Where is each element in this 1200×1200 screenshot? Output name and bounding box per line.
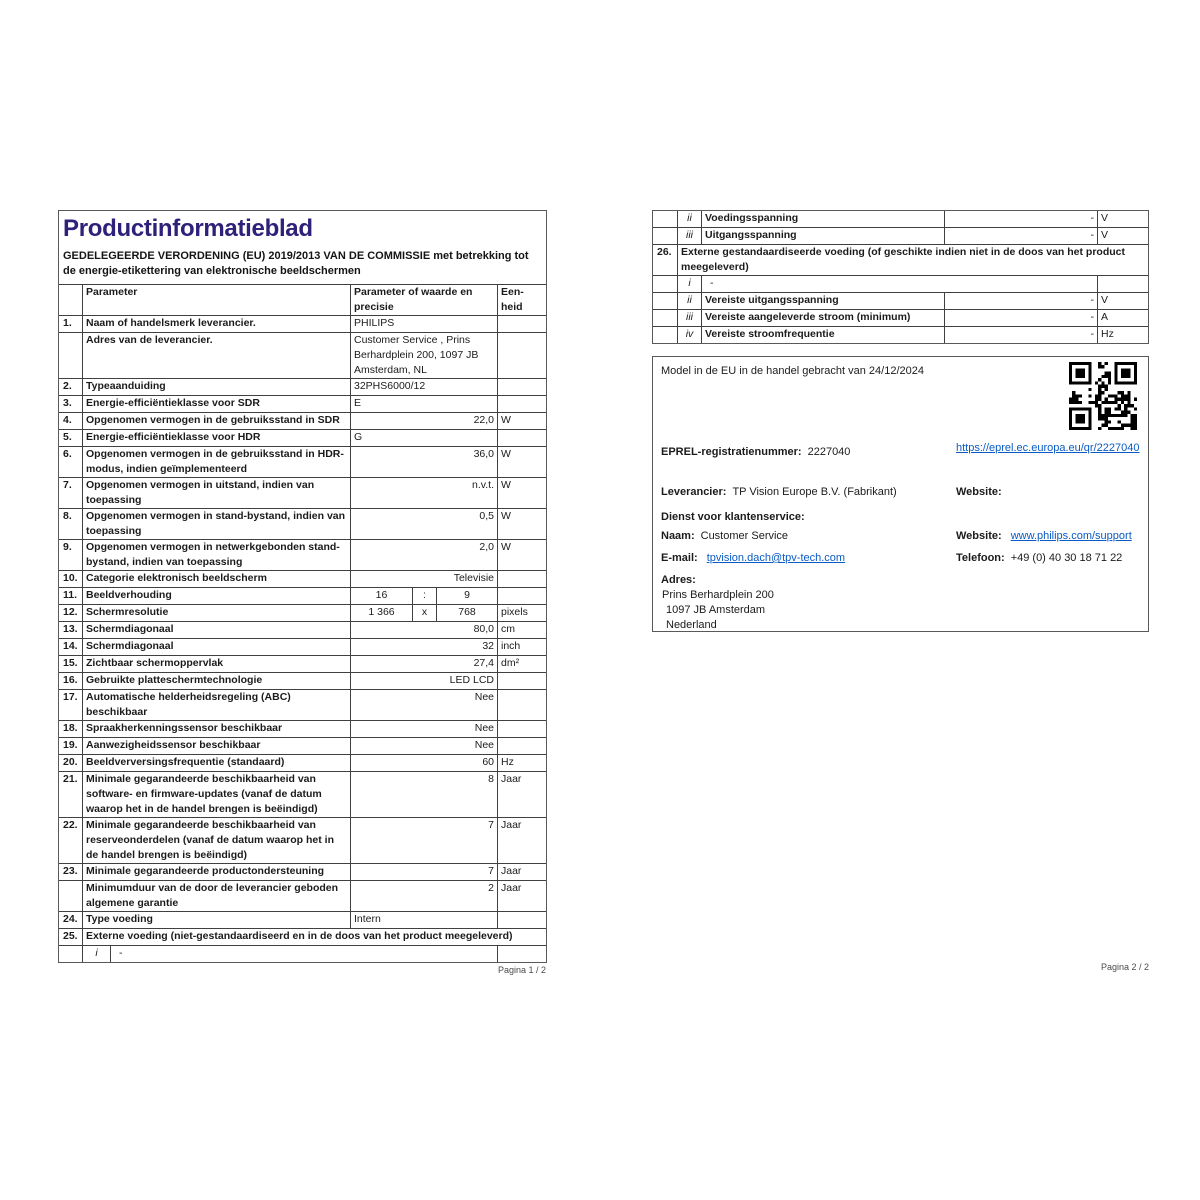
row-number-cell: 1. [59,316,83,332]
table-row [59,656,546,673]
value-cell: Nee [351,690,498,720]
unit-cell: Jaar [501,772,522,785]
unit-cell [498,379,546,395]
row-number-cell: 21. [59,772,83,817]
unit-cell [498,430,546,446]
row-number-cell: 18. [59,721,83,737]
value-cell: - [945,327,1098,343]
separator-cell: x [413,605,437,621]
value-cell: - [945,211,1098,227]
parameter-cell: Typeaanduiding [83,379,351,395]
value-cell: 36,0 [351,447,498,477]
product-table [59,285,546,962]
table-row [59,413,546,430]
unit-cell [1098,276,1148,292]
table-header-row [59,285,546,316]
row-number-cell: 7. [59,478,83,508]
table-row [59,478,546,509]
unit-cell: V [1101,229,1109,241]
parameter-cell: Schermdiagonaal [83,639,351,655]
parameter-cell: Schermresolutie [83,605,351,621]
klantenservice-heading: Dienst voor klantenservice: [661,511,805,523]
value-cell: 22,0 [351,413,498,429]
unit-cell [498,721,546,737]
table-row [59,772,546,818]
page2-footer: Pagina 2 / 2 [1100,962,1149,972]
table-row [59,738,546,755]
parameter-cell: Vereiste stroomfrequentie [702,327,945,343]
adres-line-1: Prins Berhardplein 200 [662,589,774,601]
eprel-label: EPREL-registratienummer: [661,446,802,458]
row-number-cell: 20. [59,755,83,771]
sub-index-cell: i [83,946,111,962]
parameter-cell: Gebruikte platteschermtechnologie [83,673,351,689]
row-number-cell: 2. [59,379,83,395]
table-row [59,673,546,690]
header-unit-cell: Een-heid [501,285,524,313]
eprel-registration-row [661,445,850,460]
value-cell: 7 [351,864,498,880]
unit-cell [498,690,546,720]
row-number-cell: 4. [59,413,83,429]
value-cell: 2,0 [351,540,498,570]
eprel-link[interactable]: https://eprel.ec.europa.eu/qr/2227040 [956,442,1140,454]
unit-cell: Jaar [501,881,522,894]
adres-line-2: 1097 JB Amsterdam [666,604,766,616]
page-title: Productinformatieblad [63,215,313,242]
naam-row [661,529,788,544]
parameter-cell: Uitgangsspanning [702,228,945,244]
value-cell: - [945,293,1098,309]
parameter-span-cell: Externe voeding (niet-gestandaardiseerd en in de doos van het product meegeleverd) [86,929,513,942]
value-cell: E [351,396,498,412]
unit-cell: cm [501,622,515,635]
value-cell: 60 [351,755,498,771]
table-row [59,639,546,656]
value-cell: 8 [351,772,498,817]
row-number-cell [59,333,83,378]
parameter-cell: Spraakherkenningssensor beschikbaar [83,721,351,737]
unit-cell: pixels [501,605,528,618]
unit-cell: dm² [501,656,520,669]
parameter-cell: Type voeding [83,912,351,928]
row-number-cell: 14. [59,639,83,655]
model-info-box [652,356,1149,632]
value-cell: 9 [437,588,498,604]
table-row [653,245,1148,276]
row-number-cell: 15. [59,656,83,672]
parameter-cell: Minimale gegarandeerde beschikbaarheid van software- en firmware-updates (vanaf de datum waarop het in de handel brengen is beëindigd) [83,772,351,817]
parameter-cell: Beeldverversingsfrequentie (standaard) [83,755,351,771]
adres-line-3: Nederland [666,619,717,631]
sub-index-cell: ii [678,211,702,227]
power-supply-table [652,210,1149,344]
parameter-cell: Minimumduur van de door de leverancier geboden algemene garantie [83,881,351,911]
website-label: Website: [956,486,1002,498]
table-row [59,818,546,864]
naam-label: Naam: [661,530,695,542]
unit-cell: W [501,478,511,491]
parameter-cell: Opgenomen vermogen in uitstand, indien van toepassing [83,478,351,508]
table-row [653,310,1148,327]
value-cell: 80,0 [351,622,498,638]
regulation-subtitle: GEDELEGEERDE VERORDENING (EU) 2019/2013 VAN DE COMMISSIE met betrekking tot de energie-etikettering van elektronische beeldschermen [63,249,529,277]
parameter-cell: Energie-efficiëntieklasse voor SDR [83,396,351,412]
value-cell: 32 [351,639,498,655]
eprel-link-wrap [956,441,1148,456]
value-cell: - [702,276,1098,292]
table-row [653,327,1148,343]
row-number-cell: 9. [59,540,83,570]
parameter-cell: Categorie elektronisch beeldscherm [83,571,351,587]
unit-cell [498,396,546,412]
value-cell: n.v.t. [351,478,498,508]
parameter-cell: Aanwezigheidssensor beschikbaar [83,738,351,754]
telefoon-value: +49 (0) 40 30 18 71 22 [1010,552,1123,564]
website2-row [956,529,1132,544]
row-number-cell: 13. [59,622,83,638]
table-row [59,396,546,413]
parameter-cell: Beeldverhouding [83,588,351,604]
unit-cell: W [501,447,511,460]
row-number-cell: 26. [653,245,678,275]
parameter-cell: Energie-efficiëntieklasse voor HDR [83,430,351,446]
value-cell: Televisie [351,571,498,587]
page1-box [58,210,547,963]
parameter-cell: Schermdiagonaal [83,622,351,638]
table-row [59,929,546,946]
row-number-cell [653,310,678,326]
parameter-cell: Vereiste uitgangsspanning [702,293,945,309]
table-row [653,276,1148,293]
unit-cell: Jaar [501,864,522,877]
row-number-cell: 12. [59,605,83,621]
sub-index-cell: iv [678,327,702,343]
table-row [59,333,546,379]
value-cell: 16 [351,588,413,604]
parameter-cell: Minimale gegarandeerde productondersteuning [83,864,351,880]
model-market-date: Model in de EU in de handel gebracht van 24/12/2024 [661,365,924,377]
leverancier-row [661,485,897,500]
row-number-cell: 10. [59,571,83,587]
row-number-cell [653,293,678,309]
unit-cell: inch [501,639,521,652]
parameter-cell: Minimale gegarandeerde beschikbaarheid van reserveonderdelen (vanaf de datum waarop het in de handel brengen is beëindigd) [83,818,351,863]
qr-code [1069,362,1137,430]
unit-cell: V [1101,212,1109,224]
row-number-cell [59,881,83,911]
table-row [59,721,546,738]
page1-footer: Pagina 1 / 2 [497,964,546,975]
eprel-number: 2227040 [807,446,851,458]
value-cell: Nee [351,721,498,737]
row-number-cell: 22. [59,818,83,863]
row-number-cell: 23. [59,864,83,880]
unit-cell [498,673,546,689]
sub-index-cell: ii [678,293,702,309]
row-number-cell [59,946,83,962]
value-cell: - [945,310,1098,326]
table-row [59,509,546,540]
unit-cell: A [1101,311,1109,323]
philips-support-link[interactable]: www.philips.com/support [1010,530,1132,542]
value-cell: 1 366 [351,605,413,621]
separator-cell: : [413,588,437,604]
table-row [653,228,1148,245]
table-row [59,605,546,622]
sub-index-cell: i [678,276,702,292]
telefoon-label: Telefoon: [956,552,1005,564]
row-number-cell: 8. [59,509,83,539]
table-row [59,881,546,912]
parameter-cell: Opgenomen vermogen in de gebruiksstand in HDR-modus, indien geïmplementeerd [83,447,351,477]
value-cell: Intern [351,912,498,928]
row-number-cell: 17. [59,690,83,720]
table-row [59,540,546,571]
parameter-cell: Vereiste aangeleverde stroom (minimum) [702,310,945,326]
parameter-cell: Naam of handelsmerk leverancier. [83,316,351,332]
value-cell: 27,4 [351,656,498,672]
adres-heading: Adres: [661,574,696,586]
telefoon-row [956,551,1122,566]
table-row [59,316,546,333]
row-number-cell: 16. [59,673,83,689]
table-row [59,447,546,478]
value-cell: 0,5 [351,509,498,539]
row-number-cell: 24. [59,912,83,928]
unit-cell [498,316,546,332]
unit-cell: W [501,540,511,553]
leverancier-label: Leverancier: [661,486,727,498]
table-row [653,211,1148,228]
parameter-cell: Opgenomen vermogen in netwerkgebonden stand-bystand, indien van toepassing [83,540,351,570]
parameter-cell: Opgenomen vermogen in de gebruiksstand in SDR [83,413,351,429]
email-link[interactable]: tpvision.dach@tpv-tech.com [706,552,846,564]
table-row [59,622,546,639]
table-row [59,571,546,588]
page1-header-block [59,211,546,285]
table-row [59,588,546,605]
email-row [661,551,845,566]
unit-cell: Jaar [501,818,522,831]
parameter-cell: Opgenomen vermogen in stand-bystand, indien van toepassing [83,509,351,539]
parameter-cell: Zichtbaar schermoppervlak [83,656,351,672]
unit-cell [498,588,546,604]
value-cell: 768 [437,605,498,621]
sub-index-cell: iii [678,228,702,244]
value-cell: - [945,228,1098,244]
unit-cell [498,738,546,754]
value-cell: - [111,946,498,962]
table-row [59,946,546,962]
row-number-cell: 25. [59,929,83,945]
unit-cell [498,912,546,928]
value-cell: PHILIPS [351,316,498,332]
value-cell: 2 [351,881,498,911]
page1-document [58,210,547,975]
naam-value: Customer Service [700,530,789,542]
table-row [59,755,546,772]
table-row [59,690,546,721]
parameter-span-cell: Externe gestandaardiseerde voeding (of geschikte indien niet in de doos van het product meegeleverd) [681,246,1126,273]
value-cell: 7 [351,818,498,863]
row-number-cell [653,228,678,244]
row-number-cell: 11. [59,588,83,604]
row-number-cell: 5. [59,430,83,446]
leverancier-value: TP Vision Europe B.V. (Fabrikant) [732,486,897,498]
website-row [956,485,1002,500]
parameter-cell: Automatische helderheidsregeling (ABC) beschikbaar [83,690,351,720]
unit-cell: W [501,413,511,426]
email-label: E-mail: [661,552,698,564]
table-row [59,912,546,929]
unit-cell: W [501,509,511,522]
row-number-cell [653,276,678,292]
table-row [653,293,1148,310]
row-number-cell: 3. [59,396,83,412]
value-cell: LED LCD [351,673,498,689]
parameter-cell: Voedingsspanning [702,211,945,227]
unit-cell: V [1101,294,1109,306]
row-number-cell [653,327,678,343]
unit-cell: Hz [501,755,514,768]
header-number-cell [59,285,83,315]
value-cell: G [351,430,498,446]
header-value-cell: Parameter of waarde en precisie [351,285,498,315]
unit-cell [498,946,546,962]
table-row [59,379,546,396]
row-number-cell: 19. [59,738,83,754]
unit-cell [498,333,546,378]
row-number-cell: 6. [59,447,83,477]
header-parameter-cell: Parameter [83,285,351,315]
unit-cell: Hz [1101,328,1114,340]
table-row [59,864,546,881]
row-number-cell [653,211,678,227]
value-cell: Nee [351,738,498,754]
website2-label: Website: [956,530,1002,542]
value-cell: 32PHS6000/12 [351,379,498,395]
parameter-cell: Adres van de leverancier. [83,333,351,378]
unit-cell [498,571,546,587]
sub-index-cell: iii [678,310,702,326]
value-cell: Customer Service , Prins Berhardplein 200, 1097 JB Amsterdam, NL [351,333,498,378]
table-row [59,430,546,447]
